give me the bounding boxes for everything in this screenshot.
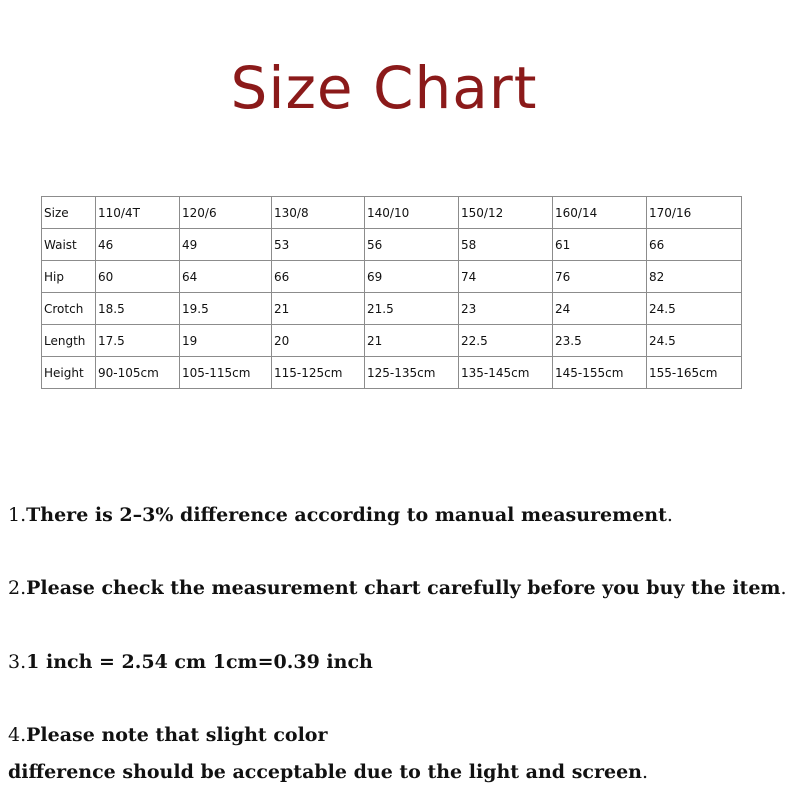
- note-1: [8, 503, 798, 527]
- table-cell: 24.5: [647, 293, 742, 325]
- table-cell: 58: [459, 229, 553, 261]
- size-table: [41, 196, 742, 389]
- table-cell: 17.5: [96, 325, 180, 357]
- table-cell: 74: [459, 261, 553, 293]
- table-cell: 23.5: [553, 325, 647, 357]
- page-title: Size Chart: [230, 54, 538, 122]
- table-cell: 61: [553, 229, 647, 261]
- table-cell: 125-135cm: [365, 357, 459, 389]
- note-text: difference should be acceptable due to the light and screen: [8, 761, 642, 783]
- table-cell: 21.5: [365, 293, 459, 325]
- row-label: Length: [42, 325, 96, 357]
- table-row: [42, 229, 742, 261]
- table-cell: 19.5: [180, 293, 272, 325]
- table-cell: 170/16: [647, 197, 742, 229]
- table-cell: 66: [647, 229, 742, 261]
- table-cell: 21: [272, 293, 365, 325]
- table-cell: 150/12: [459, 197, 553, 229]
- table-cell: 115-125cm: [272, 357, 365, 389]
- table-cell: 135-145cm: [459, 357, 553, 389]
- table-cell: 64: [180, 261, 272, 293]
- table-cell: 20: [272, 325, 365, 357]
- table-cell: 69: [365, 261, 459, 293]
- table-row: [42, 261, 742, 293]
- table-cell: 76: [553, 261, 647, 293]
- note-tail: .: [666, 504, 673, 526]
- table-cell: 145-155cm: [553, 357, 647, 389]
- row-label: Hip: [42, 261, 96, 293]
- table-cell: 66: [272, 261, 365, 293]
- table-row: [42, 197, 742, 229]
- table-cell: 120/6: [180, 197, 272, 229]
- note-tail: .: [641, 761, 649, 783]
- table-cell: 130/8: [272, 197, 365, 229]
- note-text: Please check the measurement chart carefully before you buy the item: [26, 577, 781, 599]
- table-cell: 22.5: [459, 325, 553, 357]
- note-3: [8, 650, 798, 674]
- table-cell: 19: [180, 325, 272, 357]
- table-cell: 60: [96, 261, 180, 293]
- row-label: Crotch: [42, 293, 96, 325]
- row-label: Size: [42, 197, 96, 229]
- row-label: Waist: [42, 229, 96, 261]
- table-cell: 160/14: [553, 197, 647, 229]
- table-cell: 23: [459, 293, 553, 325]
- table-cell: 56: [365, 229, 459, 261]
- table-row: [42, 357, 742, 389]
- table-cell: 53: [272, 229, 365, 261]
- table-cell: 46: [96, 229, 180, 261]
- table-cell: 110/4T: [96, 197, 180, 229]
- note-4-continuation: [8, 760, 798, 784]
- table-cell: 21: [365, 325, 459, 357]
- note-2: [8, 576, 798, 600]
- note-text: Please note that slight color: [26, 724, 328, 746]
- note-number: 2.: [8, 577, 27, 599]
- table-cell: 49: [180, 229, 272, 261]
- table-cell: 24.5: [647, 325, 742, 357]
- table-row: [42, 325, 742, 357]
- table-cell: 24: [553, 293, 647, 325]
- table-cell: 90-105cm: [96, 357, 180, 389]
- note-number: 4.: [8, 724, 27, 746]
- table-row: [42, 293, 742, 325]
- note-text: 1 inch = 2.54 cm 1cm=0.39 inch: [26, 651, 373, 673]
- table-cell: 140/10: [365, 197, 459, 229]
- row-label: Height: [42, 357, 96, 389]
- table-cell: 82: [647, 261, 742, 293]
- table-cell: 18.5: [96, 293, 180, 325]
- note-tail: .: [780, 577, 787, 599]
- note-number: 3.: [8, 651, 27, 673]
- note-4: [8, 723, 798, 747]
- note-text: There is 2–3% difference according to manual measurement: [26, 504, 667, 526]
- table-cell: 105-115cm: [180, 357, 272, 389]
- table-cell: 155-165cm: [647, 357, 742, 389]
- note-number: 1.: [8, 504, 27, 526]
